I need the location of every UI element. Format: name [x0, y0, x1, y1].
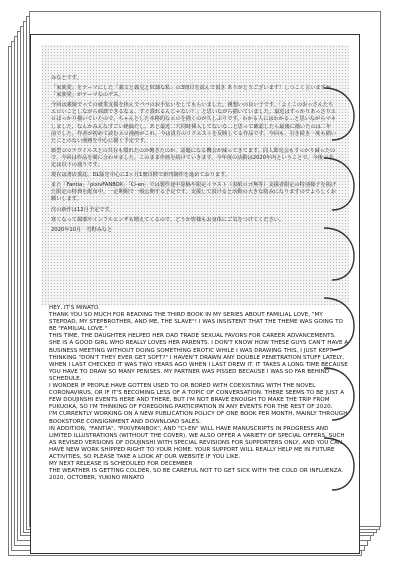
- jp-paragraph: また「Fantia」「pixivFANBOX」「Ci-en」では製作途中原稿や限定イラスト（表紙ロゴ無等）支援者限定の特別様子を掲げた限定の特典を配布中。一定期間で一般公開する予定です。支援して頂けると活動の大きな励みになりますのでよろしくお願いします。: [51, 182, 336, 203]
- binder-ring-icon: [324, 88, 354, 140]
- binder-rings: [320, 48, 380, 548]
- en-paragraph: I WONDER IF PEOPLE HAVE GOTTEN USED TO OR BORED WITH COEXISTING WITH THE NOVEL CORONAVIRUS, OR IF IT'S BECOMING LESS OF A TOPIC OF CONVERSATION. THERE SEEMS TO BE JUST A FEW DOUJINSHI EVENTS HERE AND THERE, BUT I'M NOT BRAVE ENOUGH TO MAKE THE TRIP FROM FUKUOKA, SO I'M THINKING OF FOREGOING PARTICIPATION IN ANY EVENTS FOR THE REST OF 2020.: [49, 383, 345, 411]
- en-paragraph: HEY, IT'S MINATO.: [49, 305, 100, 311]
- paper-stack: [8, 8, 380, 556]
- jp-paragraph: 現在は書店委託、DL版を中心に2ヶ月1冊目標で新刊制作を進めております。: [51, 172, 231, 179]
- jp-paragraph: 「家族愛」をテーマにした「義父と義兄と奴隷な私」の3冊目を読んで頂き ありがとうございます！しつこく言いますが「家族愛」がテーマなのデス。: [51, 85, 331, 99]
- jp-paragraph: 今回は義娘でっての就業支援を挟んでパパのお手伝いをしてもらいました。親想いの良い子です。「よくこのおっさんたちエロいことしながら商談できるなぁ、すぐ潰れるんじゃない？」と思いながら描いていました。最近はすっかりあっさりエロばっかり描いていたので、ちゃんとした本格的なエロを描くのが久しぶりです。わかる人にはわかる…と思いながらマネしました。なんかみんなすごい絶倫だし。あと最近二穴同時挿入してないな…と思って確認したら最後に描いたのは二年前でした。作者が初めて読むエロ漫画がこれ。今は貴方のリクエストを反映してる作品です。今回も、引き続き一度も描いたことのない漫画を中心に描く予定です。: [51, 102, 337, 144]
- en-signature: 2020, OCTOBER, YUKINO MINATO: [49, 475, 145, 482]
- en-paragraph: MY NEXT RELEASE IS SCHEDULED FOR DECEMBER: [49, 461, 193, 468]
- binder-ring-icon: [324, 438, 354, 490]
- binder-ring-icon: [324, 298, 354, 350]
- binder-ring-icon: [324, 158, 354, 210]
- japanese-afterword: [51, 75, 336, 237]
- jp-paragraph: みなとです。: [51, 75, 82, 81]
- en-paragraph: IN ADDITION, "FANTIA", "PIXIVFANBOX", AND "CI-EN" WILL HAVE MANUSCRIPTS IN PROGRESS AND LIMITED ILLUSTRATIONS (WITHOUT THE COVER). WE ALSO OFFER A VARIETY OF SPECIAL OFFERS, SUCH AS REVISED VERSIONS OF DOUJINSHI WITH SPECIAL REVISIONS FOR SUPPORTERS ONLY, AND YOU CAN HAVE NEW WORK SHIPPED RIGHT TO YOUR HOME. YOUR SUPPORT WILL REALLY HELP ME IN FUTURE ACTIVITIES, SO PLEASE TAKE A LOOK AT OUR WEBSITE IF YOU LIKE.: [49, 425, 345, 460]
- afterword-page: [30, 34, 360, 554]
- binder-ring-icon: [324, 228, 354, 280]
- en-paragraph: I'M CURRENTLY WORKING ON A NEW PUBLICATION POLICY OF ONE BOOK PER MONTH, MAINLY THROUGH BOOKSTORE CONSIGNMENT AND DOWNLOAD SALES.: [49, 411, 348, 425]
- jp-paragraph: 新型コロナウイルスとの共存も慣れたのか飽きたのか、話題になる機会が減ってきてます。同人即売会もすっかり減ったので、今回は作品を間に合わせました。このまま作画を続けていきます。今年度の活動は2020年内ということで。今後の予定は以下の通りです。: [51, 147, 336, 169]
- jp-signature: 2020年10月 雪野みなと: [51, 226, 113, 233]
- jp-paragraph: 次の新作は12月予定です。: [51, 206, 115, 213]
- english-afterword: [49, 305, 349, 482]
- en-paragraph: THE WEATHER IS GETTING COLDER, SO BE CAREFUL NOT TO GET SICK WITH THE COLD OR INFLUENZA.: [49, 468, 344, 475]
- en-paragraph: THIS TIME, THE DAUGHTER HELPED HER DAD TRADE SEXUAL FAVORS FOR CAREER ADVANCEMENTS. SHE IS A GOOD GIRL WHO REALLY LOVES HER PARENTS. I DON'T KNOW HOW THESE GUYS CAN'T HAVE A BUSINESS MEETING WITHOUT DOING SOMETHING EROTIC WHILE I WAS DRAWING THIS, I JUST KEPT THINKING "DON'T THEY EVER GET SOFT?" I HAVEN'T DRAWN ANY DOUBLE PENETRATION STUFF LATELY, WHEN I LAST CHECKED IT WAS TWO YEARS AGO WHEN I LAST DREW IT. IT TAKES A LONG TIME BECAUSE YOU HAVE TO DRAW SO MANY PENISES. MY PARTNER WAS PISSED BECAUSE I WAS SO FAR BEHIND SCHEDULE.: [49, 333, 349, 382]
- jp-paragraph: 寒くなって風邪やインフルエンザも増えてくるので、どうか皆様もお身体にご気をつけてください。: [51, 216, 285, 223]
- binder-ring-icon: [324, 368, 354, 420]
- en-paragraph: THANK YOU SO MUCH FOR READING THE THIRD BOOK IN MY SERIES ABOUT FAMILIAL LOVE, "MY STEPDAD, MY STEPBROTHER, AND ME, THE SLAVE"! I WAS INSISTENT THAT THE THEME WAS GOING TO BE "FAMILIAL LOVE.": [49, 312, 344, 333]
